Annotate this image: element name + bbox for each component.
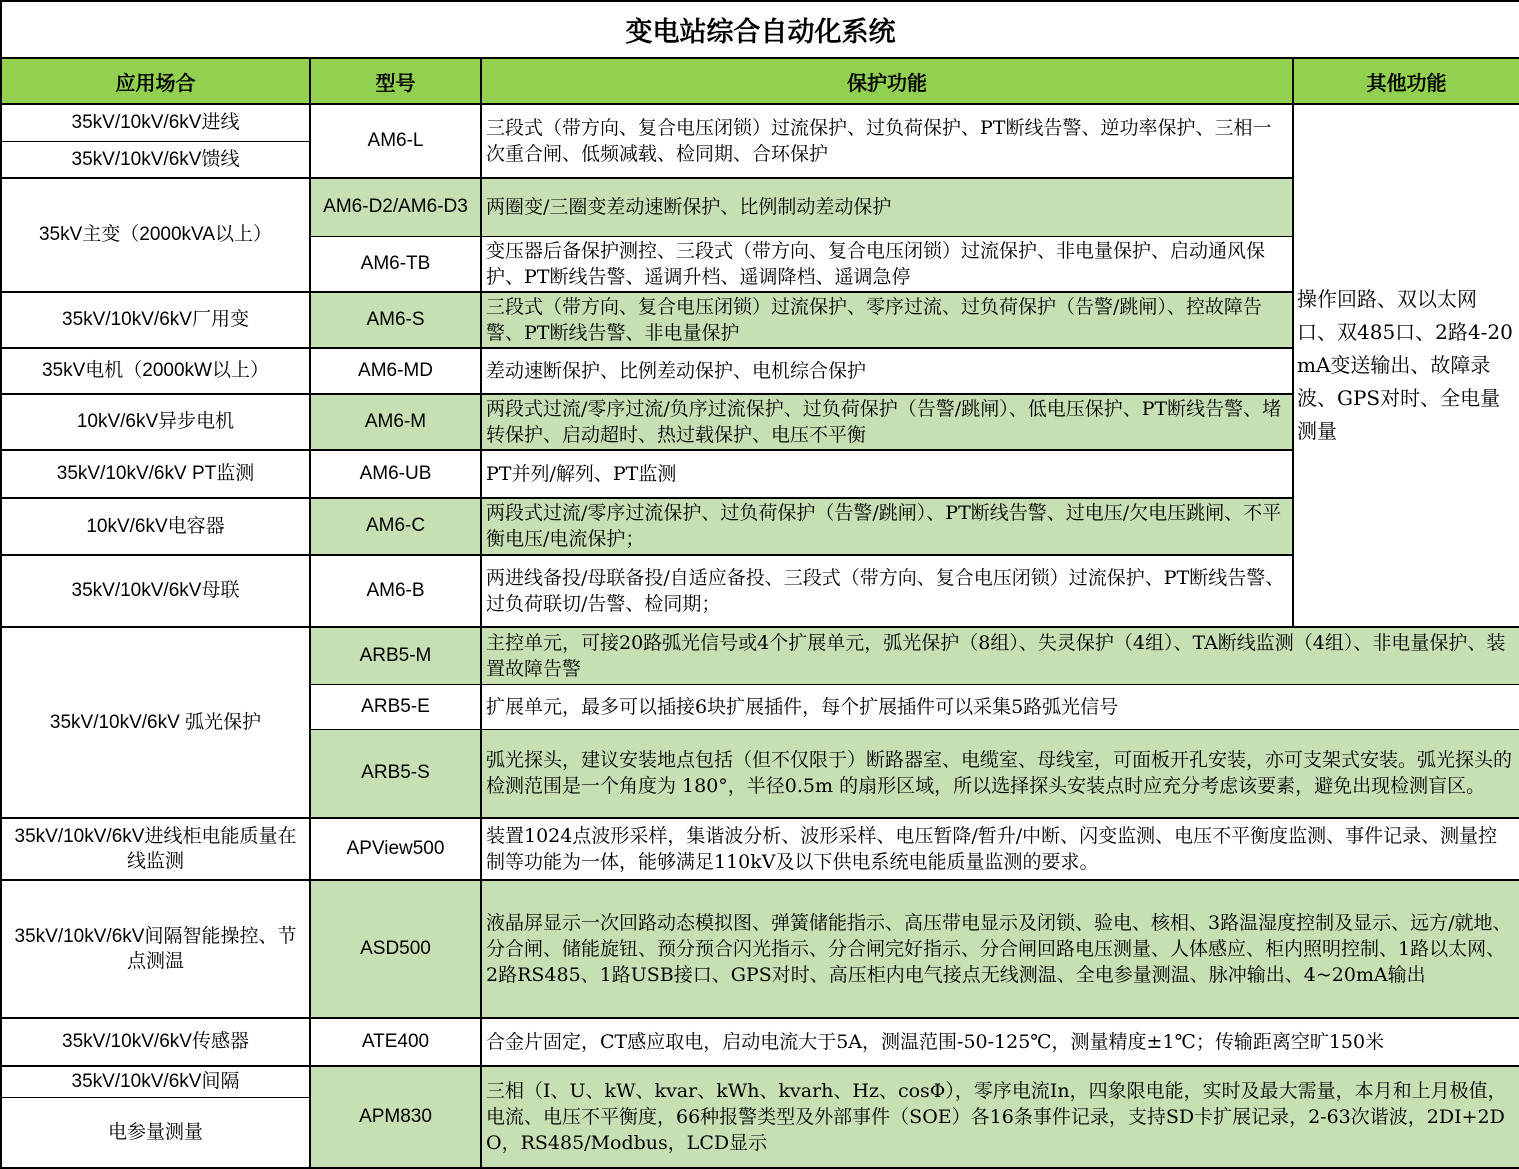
model-cell: AM6-TB — [310, 236, 481, 292]
application-cell: 电参量测量 — [1, 1098, 310, 1168]
column-header-protection: 保护功能 — [481, 58, 1293, 104]
protection-cell: 三段式（带方向、复合电压闭锁）过流保护、零序过流、过负荷保护（告警/跳闸）、控故障告警、PT断线告警、非电量保护 — [481, 292, 1293, 348]
application-cell: 35kV/10kV/6kV进线 — [1, 104, 310, 141]
protection-cell: 合金片固定，CT感应取电，启动电流大于5A，测温范围-50-125℃，测量精度±1℃；传输距离空旷150米 — [481, 1018, 1519, 1066]
application-cell: 10kV/6kV电容器 — [1, 498, 310, 555]
table-row — [1, 450, 1519, 498]
protection-cell: 主控单元，可接20路弧光信号或4个扩展单元，弧光保护（8组）、失灵保护（4组）、TA断线监测（4组）、非电量保护、装置故障告警 — [481, 627, 1519, 685]
protection-cell: 三相（I、U、kW、kvar、kWh、kvarh、Hz、cosΦ），零序电流In，四象限电能，实时及最大需量，本月和上月极值，电流、电压不平衡度，66种报警类型及外部事件（SOE）各16条事件记录，支持SD卡扩展记录，2-63次谐波，2DI+2DO，RS485/Modbus，LCD显示 — [481, 1066, 1519, 1168]
application-cell: 35kV/10kV/6kV间隔 — [1, 1066, 310, 1098]
column-header-model: 型号 — [310, 58, 481, 104]
model-cell: AM6-MD — [310, 348, 481, 394]
other-functions-cell: 操作回路、双以太网口、双485口、2路4-20mA变送输出、故障录波、GPS对时、全电量测量 — [1293, 104, 1519, 627]
protection-cell: 三段式（带方向、复合电压闭锁）过流保护、过负荷保护、PT断线告警、逆功率保护、三相一次重合闸、低频减载、检同期、合环保护 — [481, 104, 1293, 178]
table-row — [1, 880, 1519, 1018]
table-title: 变电站综合自动化系统 — [1, 1, 1519, 58]
table-row — [1, 292, 1519, 348]
application-cell: 35kV/10kV/6kV母联 — [1, 555, 310, 627]
model-cell: AM6-D2/AM6-D3 — [310, 178, 481, 236]
table-row — [1, 1018, 1519, 1066]
header-row — [1, 58, 1519, 104]
application-cell: 10kV/6kV异步电机 — [1, 394, 310, 450]
protection-cell: 变压器后备保护测控、三段式（带方向、复合电压闭锁）过流保护、非电量保护、启动通风保护、PT断线告警、遥调升档、遥调降档、遥调急停 — [481, 236, 1293, 292]
application-cell: 35kV/10kV/6kV PT监测 — [1, 450, 310, 498]
protection-cell: 装置1024点波形采样，集谐波分析、波形采样、电压暂降/暂升/中断、闪变监测、电压不平衡度监测、事件记录、测量控制等功能为一体，能够满足110kV及以下供电系统电能质量监测的要求。 — [481, 818, 1519, 880]
application-cell: 35kV/10kV/6kV馈线 — [1, 141, 310, 178]
table-row — [1, 1066, 1519, 1098]
model-cell: AM6-M — [310, 394, 481, 450]
model-cell: ASD500 — [310, 880, 481, 1018]
model-cell: ARB5-E — [310, 685, 481, 730]
application-cell: 35kV/10kV/6kV厂用变 — [1, 292, 310, 348]
model-cell: AM6-C — [310, 498, 481, 555]
table-row — [1, 348, 1519, 394]
protection-cell: 两段式过流/零序过流/负序过流保护、过负荷保护（告警/跳闸）、低电压保护、PT断线告警、堵转保护、启动超时、热过载保护、电压不平衡 — [481, 394, 1293, 450]
title-row — [1, 1, 1519, 58]
model-cell: ARB5-S — [310, 730, 481, 818]
column-header-application: 应用场合 — [1, 58, 310, 104]
model-cell: ARB5-M — [310, 627, 481, 685]
protection-cell: 两段式过流/零序过流保护、过负荷保护（告警/跳闸）、PT断线告警、过电压/欠电压跳闸、不平衡电压/电流保护； — [481, 498, 1293, 555]
application-cell: 35kV/10kV/6kV 弧光保护 — [1, 627, 310, 818]
model-cell: AM6-UB — [310, 450, 481, 498]
table-row — [1, 498, 1519, 555]
protection-cell: 扩展单元，最多可以插接6块扩展插件，每个扩展插件可以采集5路弧光信号 — [481, 685, 1519, 730]
model-cell: AM6-S — [310, 292, 481, 348]
protection-cell: 两圈变/三圈变差动速断保护、比例制动差动保护 — [481, 178, 1293, 236]
protection-cell: PT并列/解列、PT监测 — [481, 450, 1293, 498]
protection-cell: 差动速断保护、比例差动保护、电机综合保护 — [481, 348, 1293, 394]
table-row — [1, 627, 1519, 685]
model-cell: APView500 — [310, 818, 481, 880]
protection-cell: 弧光探头，建议安装地点包括（但不仅限于）断路器室、电缆室、母线室，可面板开孔安装，亦可支架式安装。弧光探头的检测范围是一个角度为 180°，半径0.5m 的扇形区域，所以选择探头安装点时应充分考虑该要素，避免出现检测盲区。 — [481, 730, 1519, 818]
table-row — [1, 104, 1519, 141]
table-row — [1, 178, 1519, 236]
application-cell: 35kV电机（2000kW以上） — [1, 348, 310, 394]
model-cell: AM6-L — [310, 104, 481, 178]
protection-cell: 两进线备投/母联备投/自适应备投、三段式（带方向、复合电压闭锁）过流保护、PT断线告警、过负荷联切/告警、检同期； — [481, 555, 1293, 627]
application-cell: 35kV主变（2000kVA以上） — [1, 178, 310, 292]
application-cell: 35kV/10kV/6kV间隔智能操控、节点测温 — [1, 880, 310, 1018]
table-row — [1, 555, 1519, 627]
application-cell: 35kV/10kV/6kV进线柜电能质量在线监测 — [1, 818, 310, 880]
model-cell: APM830 — [310, 1066, 481, 1168]
table-row — [1, 394, 1519, 450]
model-cell: AM6-B — [310, 555, 481, 627]
model-cell: ATE400 — [310, 1018, 481, 1066]
column-header-other: 其他功能 — [1293, 58, 1519, 104]
application-cell: 35kV/10kV/6kV传感器 — [1, 1018, 310, 1066]
table-row — [1, 818, 1519, 880]
protection-cell: 液晶屏显示一次回路动态模拟图、弹簧储能指示、高压带电显示及闭锁、验电、核相、3路温湿度控制及显示、远方/就地、分合闸、储能旋钮、预分预合闪光指示、分合闸完好指示、分合闸回路电压测量、人体感应、柜内照明控制、1路以太网、2路RS485、1路USB接口、GPS对时、高压柜内电气接点无线测温、全电参量测温、脉冲输出、4~20mA输出 — [481, 880, 1519, 1018]
